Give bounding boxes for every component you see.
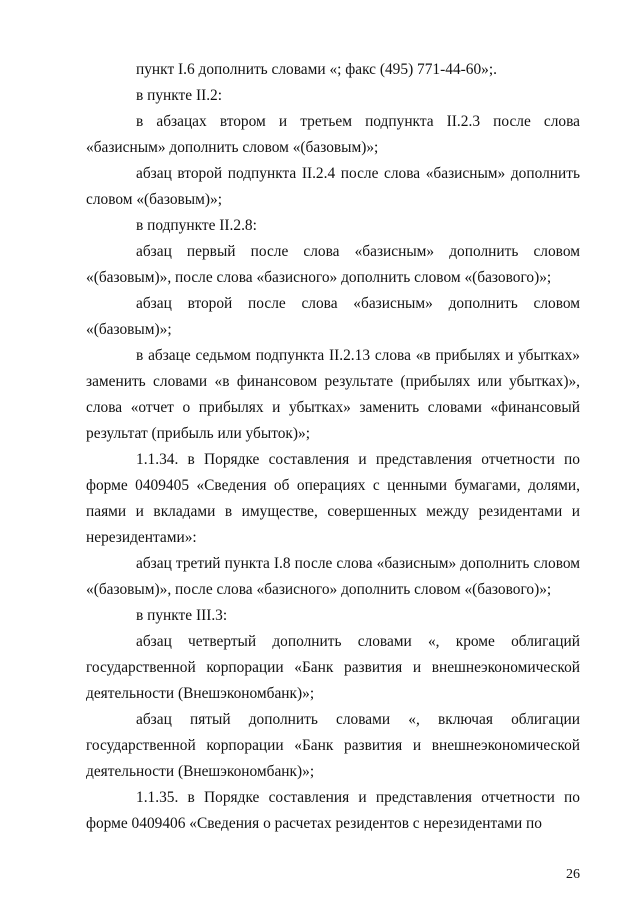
paragraph-8: в абзаце седьмом подпункта II.2.13 слова «в прибылях и убытках» заменить словами «в финансовом результате (прибылях или убытках)», слова «отчет о прибылях и убытках» заменить словами «финансовый результат (прибыль или убыток)»;: [86, 347, 580, 442]
paragraph-13: абзац пятый дополнить словами «, включая облигации государственной корпорации «Банк развития и внешнеэкономической деятельности (Внешэкономбанк)»;: [86, 711, 580, 780]
paragraph-2: в пункте II.2:: [136, 87, 223, 104]
paragraph-12: абзац четвертый дополнить словами «, кроме облигаций государственной корпорации «Банк развития и внешнеэкономической деятельности (Внешэкономбанк)»;: [86, 633, 580, 702]
paragraph-6: абзац первый после слова «базисным» дополнить словом «(базовым)», после слова «базисного» дополнить словом «(базового)»;: [86, 243, 580, 286]
page-number: 26: [566, 867, 580, 882]
paragraph-10: абзац третий пункта I.8 после слова «базисным» дополнить словом «(базовым)», после слова «базисного» дополнить словом «(базового)»;: [86, 555, 580, 598]
paragraph-14: 1.1.35. в Порядке составления и представления отчетности по форме 0409406 «Сведения о расчетах резидентов с нерезидентами по: [86, 789, 580, 832]
document-body: [86, 57, 580, 837]
paragraph-1: пункт I.6 дополнить словами «; факс (495) 771-44-60»;.: [136, 61, 497, 78]
paragraph-11: в пункте III.3:: [136, 607, 228, 624]
paragraph-4: абзац второй подпункта II.2.4 после слова «базисным» дополнить словом «(базовым)»;: [86, 165, 580, 208]
paragraph-9: 1.1.34. в Порядке составления и представления отчетности по форме 0409405 «Сведения об операциях с ценными бумагами, долями, паями и вкладами в имуществе, совершенных между резидентами и нерезидентами»:: [86, 451, 580, 546]
paragraph-5: в подпункте II.2.8:: [136, 217, 257, 234]
paragraph-7: абзац второй после слова «базисным» дополнить словом «(базовым)»;: [86, 295, 580, 338]
paragraph-3: в абзацах втором и третьем подпункта II.2.3 после слова «базисным» дополнить словом «(базовым)»;: [86, 113, 580, 156]
